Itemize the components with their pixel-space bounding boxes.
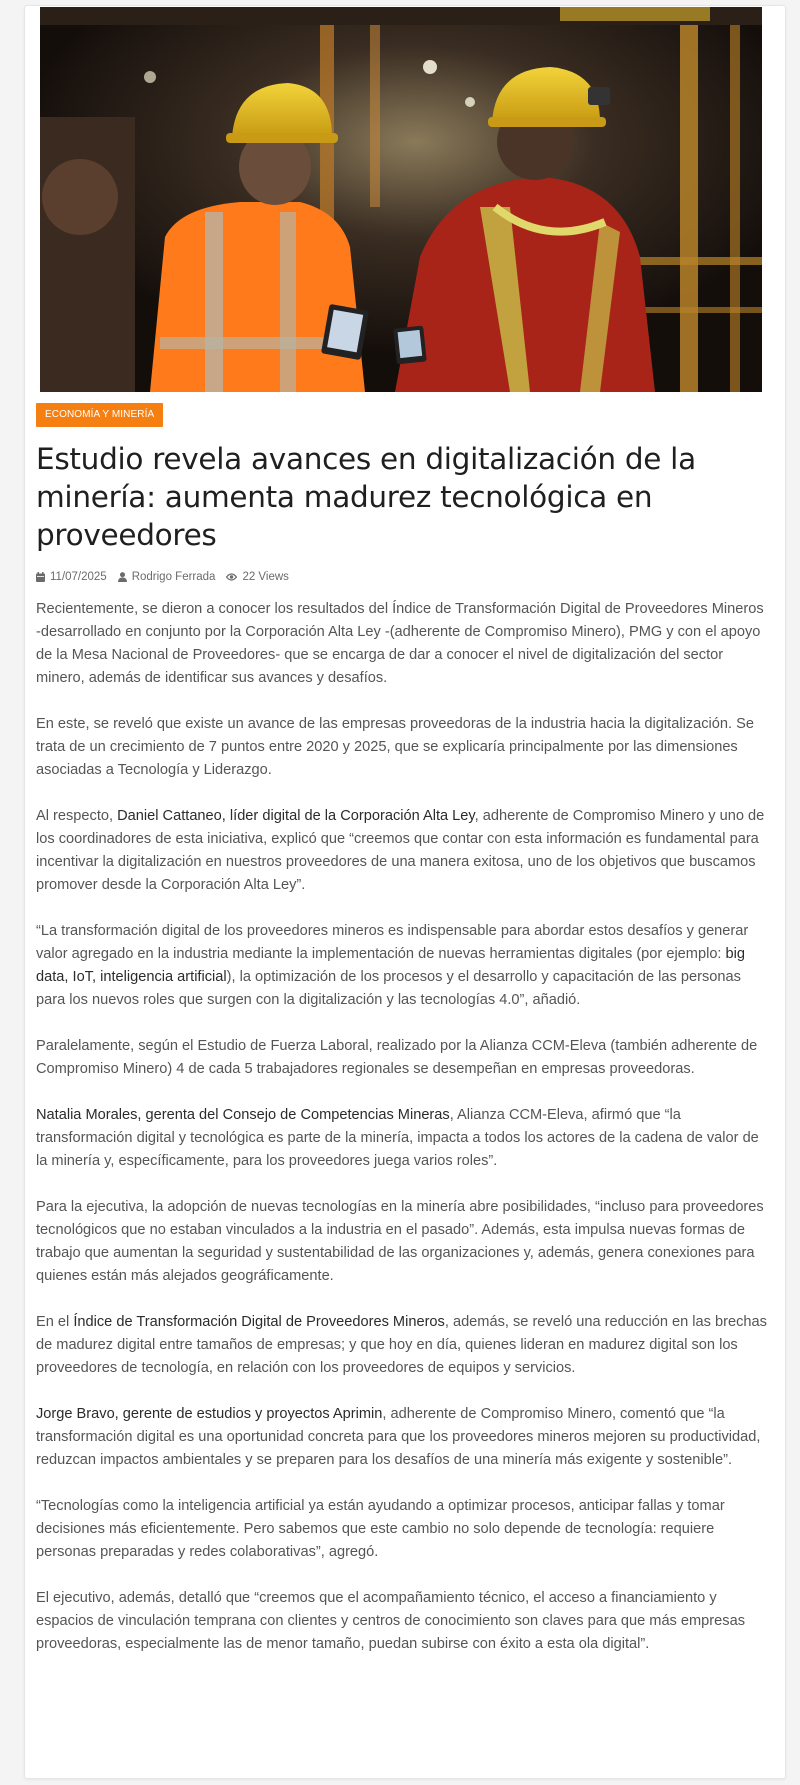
highlighted-text: Daniel Cattaneo, líder digital de la Corporación Alta Ley [117, 808, 475, 824]
article-paragraph [36, 1587, 772, 1656]
article-paragraph [36, 805, 772, 897]
article-body [36, 598, 772, 1679]
paragraph-text: Recientemente, se dieron a conocer los resultados del Índice de Transformación Digital de Proveedores Mineros -desarrollado en conjunto por la Corporación Alta Ley -(adherente de Compromiso Minero), PMG y con el apoyo de la Mesa Nacional de Proveedores- que se encarga de dar a conocer el nivel de digitalización del sector minero, además de identificar sus avances y desafíos. [36, 601, 764, 686]
paragraph-text: Paralelamente, según el Estudio de Fuerza Laboral, realizado por la Alianza CCM-Eleva (también adherente de Compromiso Minero) 4 de cada 5 trabajadores regionales se desempeñan en empresas proveedoras. [36, 1038, 758, 1077]
calendar-icon [36, 572, 45, 582]
highlighted-text: big data, IoT, inteligencia artificial [36, 946, 746, 985]
article-paragraph [36, 1035, 772, 1081]
highlighted-text: Índice de Transformación Digital de Proveedores Mineros [73, 1314, 445, 1330]
article-paragraph [36, 1403, 772, 1472]
paragraph-text: “Tecnologías como la inteligencia artificial ya están ayudando a optimizar procesos, anticipar fallas y tomar decisiones más eficientemente. Pero sabemos que este cambio no solo depende de tecnología: requiere personas preparadas y redes colaborativas”, agregó. [36, 1498, 725, 1560]
paragraph-text: , además, se reveló una reducción en las brechas de madurez digital entre tamaños de empresas; y que hoy en día, quienes lideran en madurez digital son los proveedores de tecnología, en relación con los proveedores de equipos y servicios. [36, 1314, 767, 1376]
paragraph-text: Al respecto, [36, 808, 118, 824]
meta-views-text: 22 Views [242, 571, 289, 583]
paragraph-text: , adherente de Compromiso Minero, comentó que “la transformación digital es una oportunidad concreta para que los proveedores mineros mejoren su productividad, reduzcan impactos ambientales y se preparen para los desafíos de una minería más exigente y sostenible”. [36, 1406, 761, 1468]
paragraph-text: , adherente de Compromiso Minero y uno de los coordinadores de esta iniciativa, explicó que “creemos que contar con esta información es fundamental para incentivar la digitalización en nuestros proveedores de una manera exitosa, uno de los objetivos que buscamos promover desde la Corporación Alta Ley”. [36, 808, 765, 893]
article-paragraph [36, 1196, 772, 1288]
article-card [24, 5, 786, 1779]
user-icon [118, 572, 127, 582]
paragraph-text: “La transformación digital de los proveedores mineros es indispensable para abordar estos desafíos y generar valor agregado en la industria mediante la implementación de nuevas herramientas digitales (por ejemplo: [36, 923, 749, 962]
meta-date-text: 11/07/2025 [50, 571, 107, 583]
article-paragraph [36, 920, 772, 1012]
highlighted-text: Jorge Bravo, gerente de estudios y proyectos Aprimin [36, 1406, 383, 1422]
hero-image-illustration [40, 7, 762, 392]
paragraph-text: Para la ejecutiva, la adopción de nuevas tecnologías en la minería abre posibilidades, “incluso para proveedores tecnológicos que no estaban vinculados a la industria en el pasado”. Además, esta impulsa nuevas formas de trabajo que aumentan la seguridad y sustentabilidad de las organizaciones y, además, genera conexiones para quienes están más alejados geográficamente. [36, 1199, 764, 1284]
paragraph-text: El ejecutivo, además, detalló que “creemos que el acompañamiento técnico, el acceso a financiamiento y espacios de vinculación temprana con clientes y centros de conocimiento son claves para que más empresas proveedoras, especialmente las de menor tamaño, puedan subirse con éxito a esta ola digital”. [36, 1590, 745, 1652]
article-paragraph [36, 713, 772, 782]
article-paragraph [36, 1104, 772, 1173]
meta-views [226, 571, 288, 583]
paragraph-text: En este, se reveló que existe un avance de las empresas proveedoras de la industria hacia la digitalización. Se trata de un crecimiento de 7 puntos entre 2020 y 2025, que se explicaría principalmente por las dimensiones asociadas a Tecnología y Liderazgo. [36, 716, 754, 778]
article-paragraph [36, 1495, 772, 1564]
highlighted-text: Natalia Morales, gerenta del Consejo de Competencias Mineras [36, 1107, 450, 1123]
paragraph-text: ), la optimización de los procesos y el desarrollo y capacitación de las personas para los nuevos roles que surgen con la digitalización y las tecnologías 4.0”, añadió. [36, 969, 741, 1008]
meta-author[interactable] [118, 571, 216, 583]
eye-icon [226, 573, 237, 581]
article-meta [36, 569, 300, 585]
category-badge[interactable]: ECONOMÍA Y MINERÍA [36, 403, 163, 427]
paragraph-text: En el [36, 1314, 74, 1330]
meta-author-text: Rodrigo Ferrada [131, 571, 216, 583]
paragraph-text: , Alianza CCM-Eleva, afirmó que “la transformación digital y tecnológica es parte de la minería, impacta a todos los actores de la cadena de valor de la minería y, específicamente, para los proveedores juega varios roles”. [36, 1107, 759, 1169]
meta-date[interactable] [36, 571, 107, 583]
article-paragraph [36, 1311, 772, 1380]
article-title: Estudio revela avances en digitalización de la minería: aumenta madurez tecnológica en proveedores [36, 442, 696, 552]
article-paragraph [36, 598, 772, 690]
hero-image [40, 7, 762, 392]
